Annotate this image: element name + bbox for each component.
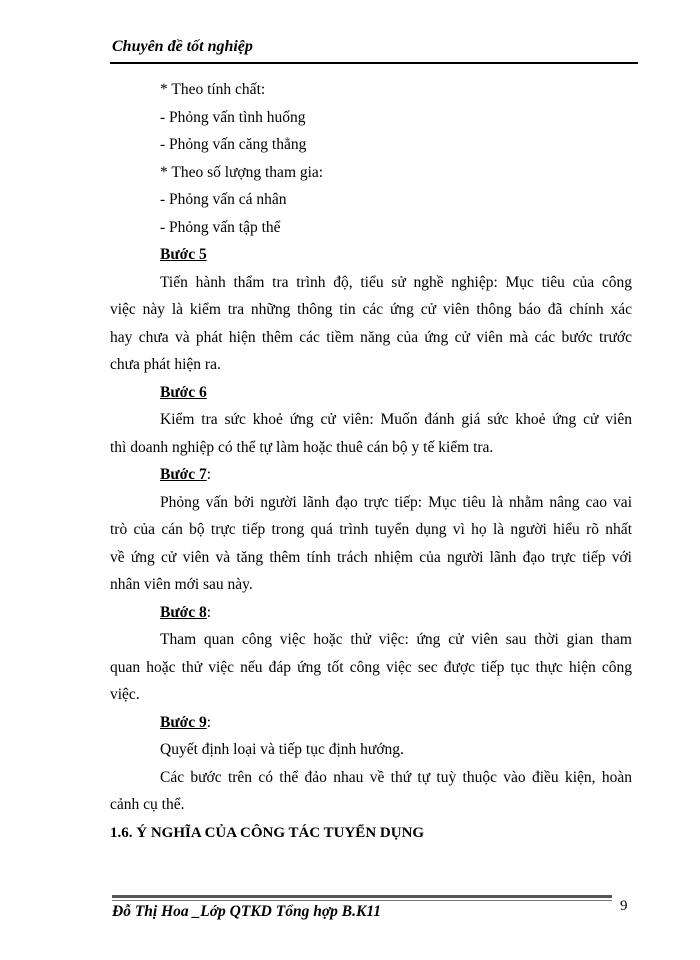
paragraph-line: chưa phát hiện ra. [110,356,221,373]
footer-divider [112,895,612,898]
footer-divider-thin [112,900,612,901]
body-line: * Theo số lượng tham gia: [160,164,324,181]
paragraph-line: Phỏng vấn bởi người lãnh đạo trực tiếp: Mục tiêu là nhằm nâng cao vai [160,494,632,511]
page-number: 9 [620,898,628,914]
paragraph-line: Tiến hành thẩm tra trình độ, tiểu sử nghề nghiệp: Mục tiêu của công [160,274,632,291]
body-line: - Phỏng vấn tập thể [160,219,281,236]
step-8-heading: Bước 8 [160,604,207,621]
body-line: - Phỏng vấn cá nhân [160,191,287,208]
step-7-heading: Bước 7 [160,466,207,483]
paragraph-line: cảnh cụ thể. [110,796,185,813]
step-5-heading: Bước 5 [160,246,207,263]
paragraph-line: hay chưa và phát hiện thêm các tiềm năng của ứng cử viên mà các bước trước [110,329,632,346]
paragraph-line: về ứng cử viên và tăng thêm tính trách nhiệm của người lãnh đạo trực tiếp với [110,549,632,566]
body-line: * Theo tính chất: [160,81,266,98]
step-8-colon: : [206,604,212,621]
section-heading: 1.6. Ý NGHĨA CỦA CÔNG TÁC TUYỂN DỤNG [110,825,425,841]
step-7-colon: : [206,466,212,483]
step-9-heading-line [160,713,211,733]
paragraph-line: nhân viên mới sau này. [110,576,253,593]
footer-author: Đỗ Thị Hoa _Lớp QTKD Tổng hợp B.K11 [112,903,381,920]
paragraph-line: Các bước trên có thể đảo nhau về thứ tự tuỳ thuộc vào điều kiện, hoàn [160,769,632,786]
step-7-heading-line [160,465,211,485]
header-divider [110,62,638,64]
step-8-heading-line [160,603,211,623]
body-line: - Phỏng vấn tình huống [160,109,306,126]
body-line: - Phỏng vấn căng thẳng [160,136,307,153]
step-9-colon: : [206,714,212,731]
paragraph-line: Kiểm tra sức khoẻ ứng cử viên: Muốn đánh giá sức khoẻ ứng cử viên [160,411,632,428]
step-9-heading: Bước 9 [160,714,207,731]
paragraph-line: Quyết định loại và tiếp tục định hướng. [160,741,404,758]
paragraph-line: quan hoặc thử việc nếu đáp ứng tốt công việc sec được tiếp tục thực hiện công [110,659,632,676]
paragraph-line: thì doanh nghiệp có thể tự làm hoặc thuê cán bộ y tế kiểm tra. [110,439,494,456]
paragraph-line: việc này là kiểm tra những thông tin các ứng cử viên thông báo đã chính xác [110,301,632,318]
paragraph-line: Tham quan công việc hoặc thử việc: ứng cử viên sau thời gian tham [160,631,632,648]
step-6-heading: Bước 6 [160,384,207,401]
paragraph-line: trò của cán bộ trực tiếp trong quá trình tuyển dụng vì họ là người hiểu rõ nhất [110,521,632,538]
header-title: Chuyên đề tốt nghiệp [112,38,253,55]
paragraph-line: việc. [110,686,140,703]
